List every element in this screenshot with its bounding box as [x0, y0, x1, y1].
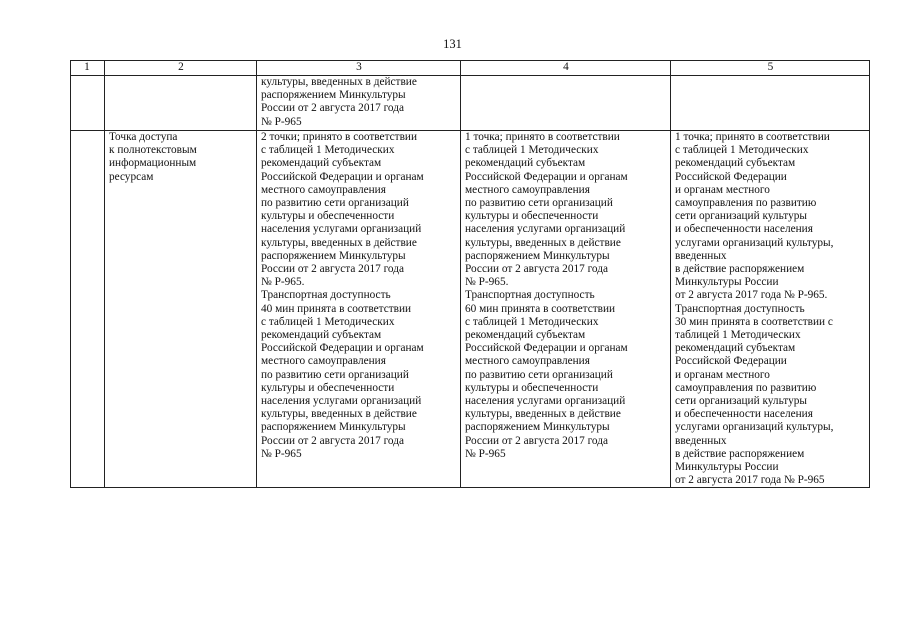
table-row: [71, 131, 870, 488]
header-cell-col-3: 3: [257, 61, 461, 76]
indicator-name-cell: Точка доступа к полнотекстовым информационным ресурсам: [105, 131, 257, 488]
table-cell: [461, 76, 671, 131]
table-row: [71, 76, 870, 131]
header-cell-col-4: 4: [461, 61, 671, 76]
table-cell-col-3-continuation: культуры, введенных в действие распоряжением Минкультуры России от 2 августа 2017 года № Р-965: [257, 76, 461, 131]
header-cell-col-1: 1: [71, 61, 105, 76]
header-cell-col-5: 5: [671, 61, 870, 76]
table-cell-col-3: 2 точки; принято в соответствии с таблицей 1 Методических рекомендаций субъектам Российской Федерации и органам местного самоуправления по развитию сети организаций культуры и обеспеченности населения услугами организаций культуры, введенных в действие распоряжением Минкультуры России от 2 августа 2017 года № Р-965. Транспортная доступность 40 мин принята в соответствии с таблицей 1 Методических рекомендаций субъектам Российской Федерации и органам местного самоуправления по развитию сети организаций культуры и обеспеченности населения услугами организаций культуры, введенных в действие распоряжением Минкультуры России от 2 августа 2017 года № Р-965: [257, 131, 461, 488]
table-cell-col-5: 1 точка; принято в соответствии с таблицей 1 Методических рекомендаций субъектам Российской Федерации и органам местного самоуправления по развитию сети организаций культуры и обеспеченности населения услугами организаций культуры, введенных в действие распоряжением Минкультуры России от 2 августа 2017 года № Р-965. Транспортная доступность 30 мин принята в соответствии с таблицей 1 Методических рекомендаций субъектам Российской Федерации и органам местного самоуправления по развитию сети организаций культуры и обеспеченности населения услугами организаций культуры, введенных в действие распоряжением Минкультуры России от 2 августа 2017 года № Р-965: [671, 131, 870, 488]
table-cell: [105, 76, 257, 131]
document-table: [70, 60, 870, 488]
table-cell: [71, 131, 105, 488]
table-cell: [71, 76, 105, 131]
table-header-row: [71, 61, 870, 76]
table-cell: [671, 76, 870, 131]
page-number: 131: [443, 37, 462, 51]
header-cell-col-2: 2: [105, 61, 257, 76]
table-cell-col-4: 1 точка; принято в соответствии с таблицей 1 Методических рекомендаций субъектам Российской Федерации и органам местного самоуправления по развитию сети организаций культуры и обеспеченности населения услугами организаций культуры, введенных в действие распоряжением Минкультуры России от 2 августа 2017 года № Р-965. Транспортная доступность 60 мин принята в соответствии с таблицей 1 Методических рекомендаций субъектам Российской Федерации и органам местного самоуправления по развитию сети организаций культуры и обеспеченности населения услугами организаций культуры, введенных в действие распоряжением Минкультуры России от 2 августа 2017 года № Р-965: [461, 131, 671, 488]
